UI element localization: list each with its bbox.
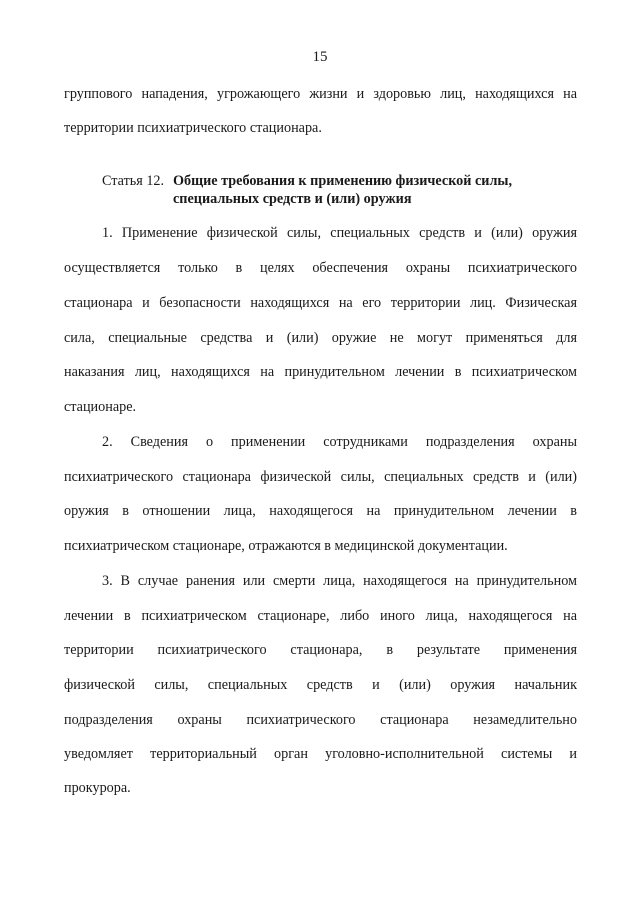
article-title-line-1: Общие требования к применению физической силы, xyxy=(173,173,513,189)
paragraph-3-line-2: лечении в психиатрическом стационаре, либо иного лица, находящегося на xyxy=(64,608,577,624)
paragraph-1-line-3: стационара и безопасности находящихся на его территории лиц. Физическая xyxy=(64,295,577,311)
paragraph-3-line-6: уведомляет территориальный орган уголовно-исполнительной системы и xyxy=(64,746,577,762)
paragraph-2-line-3: оружия в отношении лица, находящегося на принудительном лечении в xyxy=(64,503,577,519)
intro-line-1: группового нападения, угрожающего жизни и здоровью лиц, находящихся на xyxy=(64,86,577,102)
paragraph-2-line-1: 2. Сведения о применении сотрудниками подразделения охраны xyxy=(102,434,577,450)
paragraph-1-line-5: наказания лиц, находящихся на принудительном лечении в психиатрическом xyxy=(64,364,577,380)
paragraph-1-line-4: сила, специальные средства и (или) оружие не могут применяться для xyxy=(64,330,577,346)
article-number: Статья 12. xyxy=(102,173,165,189)
page-number: 15 xyxy=(312,49,328,65)
paragraph-2-line-2: психиатрического стационара физической силы, специальных средств и (или) xyxy=(64,469,577,485)
paragraph-1-line-6: стационаре. xyxy=(64,399,137,415)
intro-line-2: территории психиатрического стационара. xyxy=(64,120,322,136)
paragraph-1-line-2: осуществляется только в целях обеспечения охраны психиатрического xyxy=(64,260,577,276)
article-title-line-2: специальных средств и (или) оружия xyxy=(173,191,412,207)
paragraph-2-line-4: психиатрическом стационаре, отражаются в медицинской документации. xyxy=(64,538,508,554)
paragraph-3-line-1: 3. В случае ранения или смерти лица, находящегося на принудительном xyxy=(102,573,577,589)
paragraph-1-line-1: 1. Применение физической силы, специальных средств и (или) оружия xyxy=(102,225,577,241)
paragraph-3-line-4: физической силы, специальных средств и (или) оружия начальник xyxy=(64,677,577,693)
paragraph-3-line-7: прокурора. xyxy=(64,780,131,796)
paragraph-3-line-3: территории психиатрического стационара, в результате применения xyxy=(64,642,577,658)
paragraph-3-line-5: подразделения охраны психиатрического стационара незамедлительно xyxy=(64,712,577,728)
